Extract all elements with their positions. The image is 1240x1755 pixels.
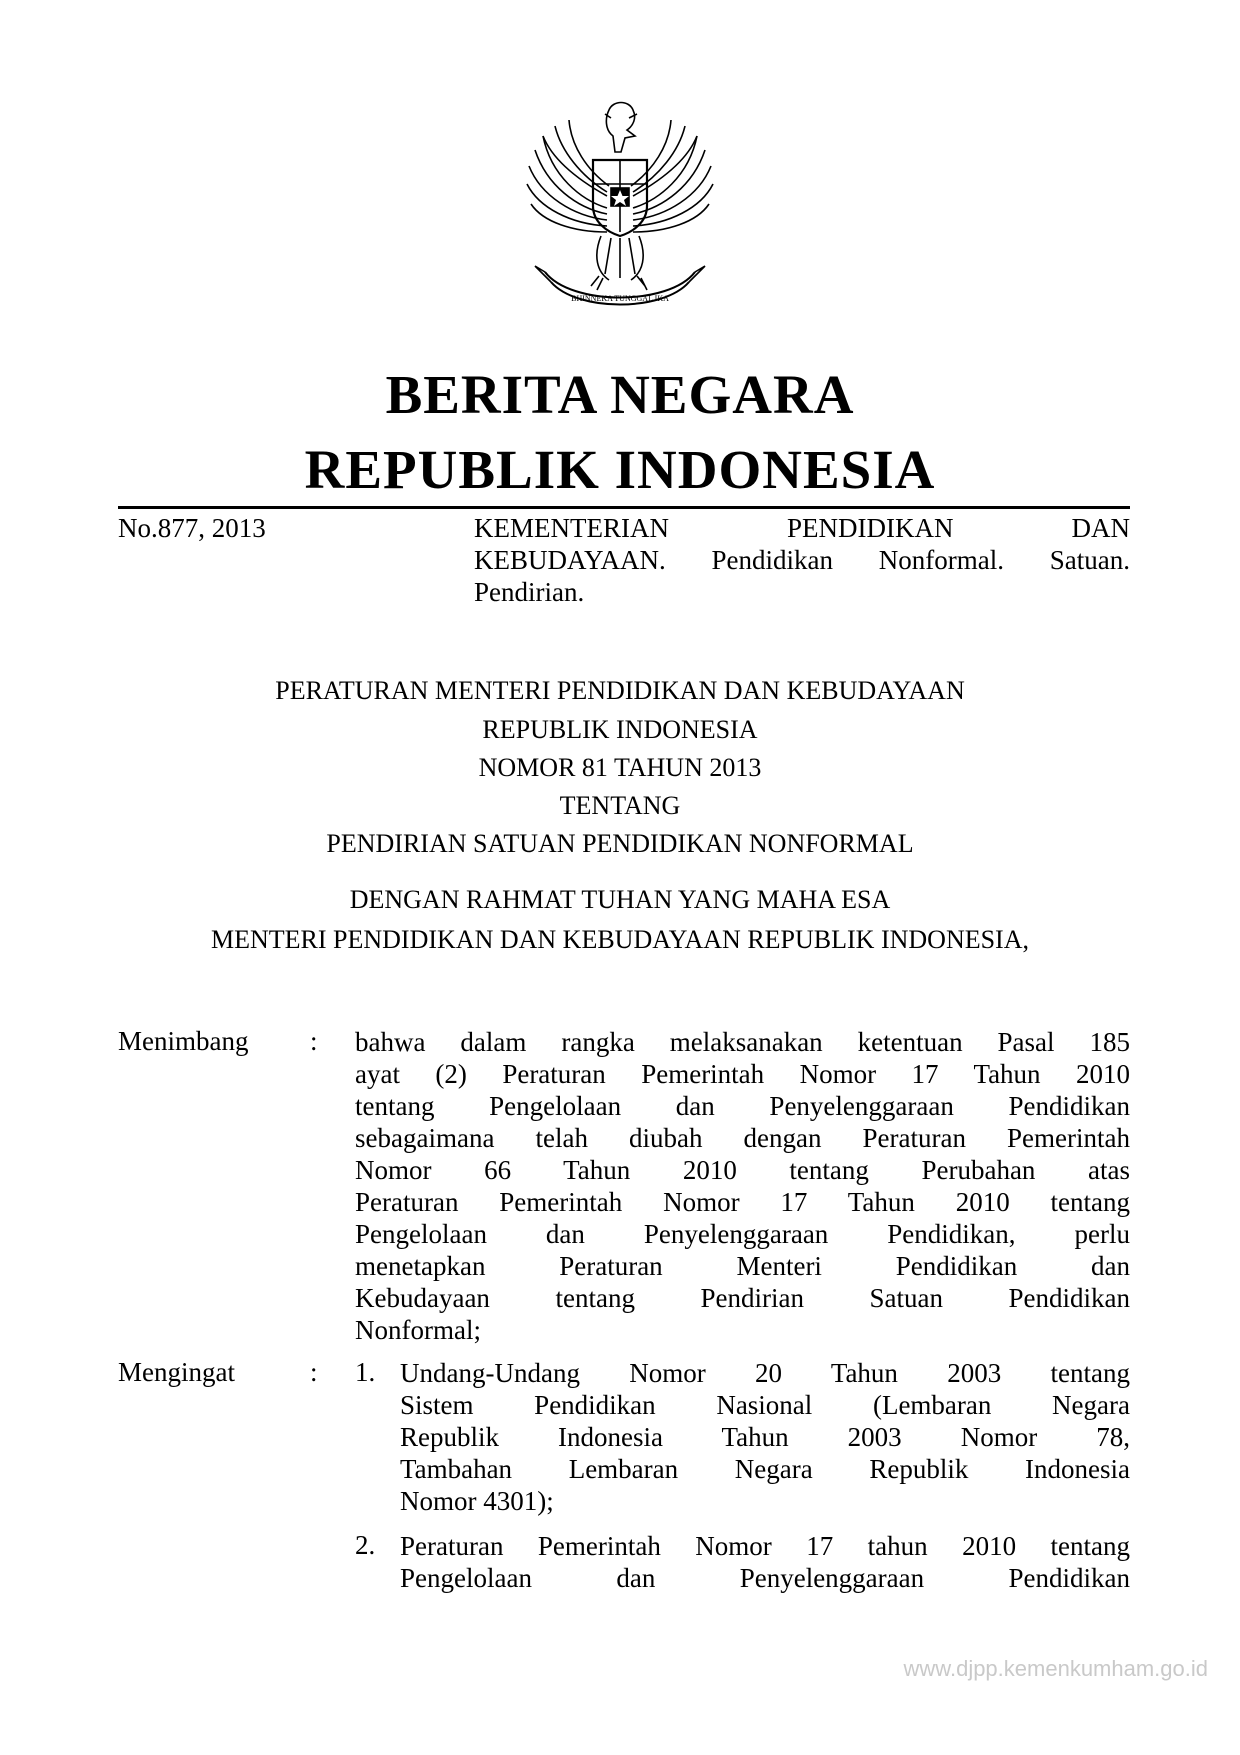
regulation-country: REPUBLIK INDONESIA	[482, 715, 758, 744]
regulation-subject: PENDIRIAN SATUAN PENDIDIKAN NONFORMAL	[326, 829, 914, 858]
mengingat-colon: :	[310, 1357, 318, 1387]
text-line: Nonformal;	[355, 1315, 481, 1345]
text-line: Pengelolaan dan Penyelenggaraan Pendidikan, perlu	[355, 1219, 1130, 1249]
garuda-emblem-icon	[521, 96, 719, 310]
regulation-title: PERATURAN MENTERI PENDIDIKAN DAN KEBUDAYAAN	[275, 676, 965, 705]
text-line: Sistem Pendidikan Nasional (Lembaran Negara	[400, 1390, 1130, 1420]
header-divider	[118, 506, 1130, 509]
text-line: Nomor 66 Tahun 2010 tentang Perubahan atas	[355, 1155, 1130, 1185]
text-line: Undang-Undang Nomor 20 Tahun 2003 tentang	[400, 1358, 1130, 1388]
text-line: sebagaimana telah diubah dengan Peraturan Pemerintah	[355, 1123, 1130, 1153]
preamble-line: DENGAN RAHMAT TUHAN YANG MAHA ESA	[349, 885, 891, 914]
text-line: Nomor 4301);	[400, 1486, 554, 1516]
subject-word: PENDIDIKAN	[787, 513, 954, 543]
menimbang-colon: :	[310, 1026, 318, 1056]
text-line: menetapkan Peraturan Menteri Pendidikan dan	[355, 1251, 1130, 1281]
text-line: Peraturan Pemerintah Nomor 17 Tahun 2010 tentang	[355, 1187, 1130, 1217]
text-line: Kebudayaan tentang Pendirian Satuan Pendidikan	[355, 1283, 1130, 1313]
text-line: Pengelolaan dan Penyelenggaraan Pendidikan	[400, 1563, 1130, 1593]
text-line: Republik Indonesia Tahun 2003 Nomor 78,	[400, 1422, 1130, 1452]
text-line: ayat (2) Peraturan Pemerintah Nomor 17 Tahun 2010	[355, 1059, 1130, 1089]
regulation-number: NOMOR 81 TAHUN 2013	[478, 753, 762, 782]
emblem-motto: BHINNEKA TUNGGAL IKA	[571, 294, 669, 303]
text-line: tentang Pengelolaan dan Penyelenggaraan Pendidikan	[355, 1091, 1130, 1121]
subject-word: DAN	[1071, 513, 1130, 543]
mengingat-item	[400, 1530, 1130, 1594]
gazette-subject	[474, 512, 1130, 608]
text-line: Peraturan Pemerintah Nomor 17 tahun 2010 tentang	[400, 1531, 1130, 1561]
gazette-title-line2: REPUBLIK INDONESIA	[304, 439, 936, 500]
item-number: 1.	[355, 1357, 376, 1387]
regulation-tentang: TENTANG	[559, 791, 681, 820]
gazette-number: No.877, 2013	[118, 513, 266, 543]
gazette-title-line1: BERITA NEGARA	[385, 364, 855, 425]
menimbang-label: Menimbang	[118, 1026, 249, 1056]
mengingat-label: Mengingat	[118, 1357, 235, 1387]
text-line: Tambahan Lembaran Negara Republik Indonesia	[400, 1454, 1130, 1484]
subject-line: KEBUDAYAAN. Pendidikan Nonformal. Satuan.	[474, 545, 1130, 575]
item-number: 2.	[355, 1530, 376, 1560]
subject-word: KEMENTERIAN	[474, 513, 669, 543]
source-watermark: www.djpp.kemenkumham.go.id	[903, 1656, 1208, 1681]
subject-line: Pendirian.	[474, 577, 585, 607]
menimbang-text	[355, 1026, 1130, 1346]
text-line: bahwa dalam rangka melaksanakan ketentuan Pasal 185	[355, 1027, 1130, 1057]
mengingat-item	[400, 1357, 1130, 1517]
preamble-minister: MENTERI PENDIDIKAN DAN KEBUDAYAAN REPUBLIK INDONESIA,	[210, 925, 1029, 954]
